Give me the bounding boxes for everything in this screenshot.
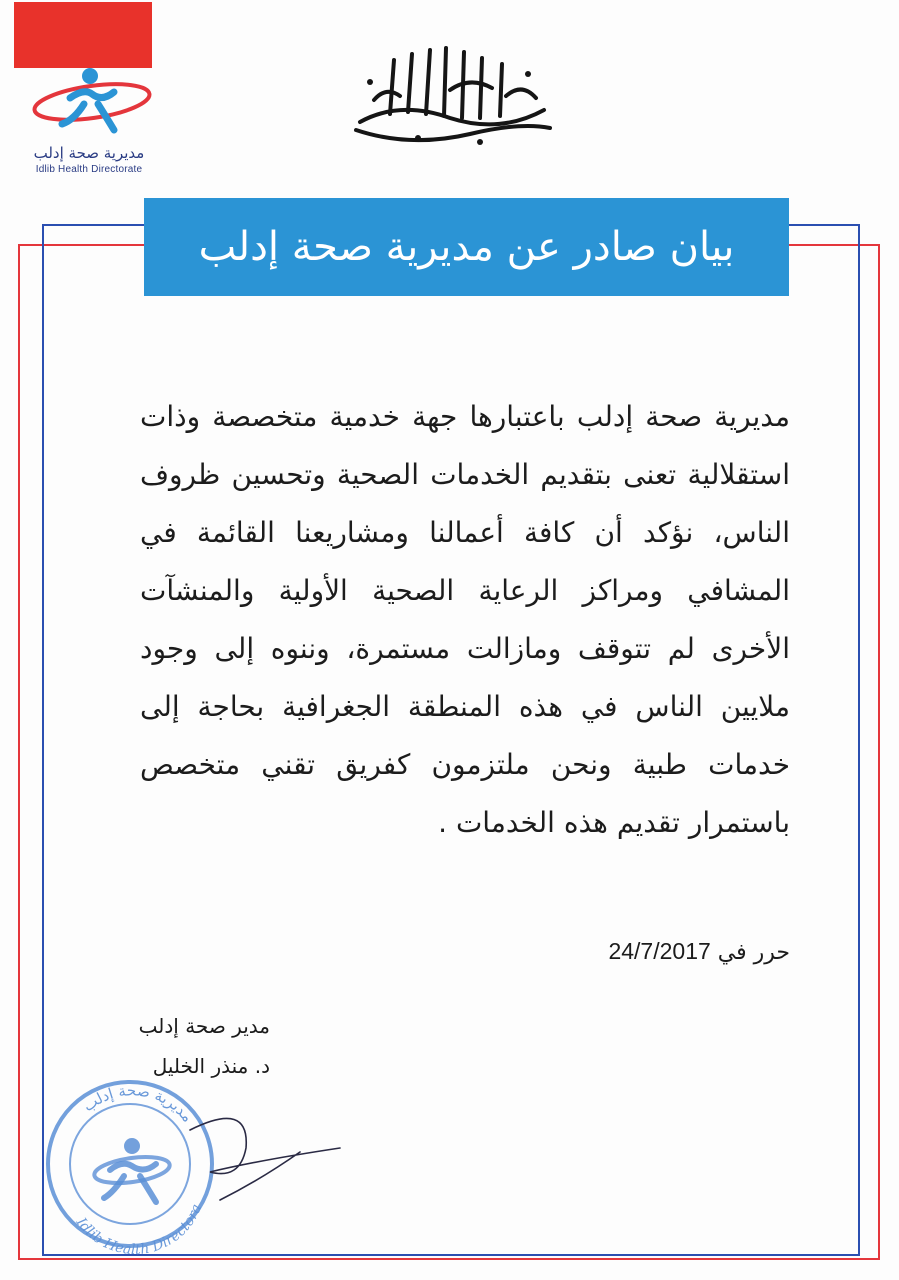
signatory-name: د. منذر الخليل bbox=[152, 1054, 270, 1078]
logo-emblem-icon bbox=[14, 64, 164, 144]
red-flag-block bbox=[14, 2, 152, 68]
statement-body bbox=[140, 388, 790, 852]
date-value: 24/7/2017 bbox=[608, 938, 711, 964]
basmala-calligraphy-icon bbox=[330, 30, 570, 150]
official-stamp bbox=[40, 1060, 360, 1260]
signatory-title: مدير صحة إدلب bbox=[138, 1014, 270, 1038]
logo-name-english: Idlib Health Directorate bbox=[35, 164, 143, 175]
basmala-text bbox=[570, 30, 571, 31]
statement-paragraph: مديرية صحة إدلب باعتبارها جهة خدمية متخصصة وذات استقلالية تعنى بتقديم الخدمات الصحية وتحسين ظروف الناس، نؤكد أن كافة أعمالنا ومشاريعنا القائمة في المشافي ومراكز الرعاية الصحية الأولية والمنشآت الأخرى لم تتوقف ومازالت مستمرة، وننوه إلى وجود ملايين الناس في هذه المنطقة الجغرافية بحاجة إلى خدمات طبية ونحن ملتزمون كفريق تقني متخصص باستمرار تقديم هذه الخدمات . bbox=[140, 400, 790, 839]
date-label: حرر في bbox=[717, 940, 790, 965]
statement-title: بيان صادر عن مديرية صحة إدلب bbox=[144, 198, 789, 296]
stamp-english-text: Idlib Health Directora bbox=[72, 1201, 206, 1259]
basmala-calligraphy bbox=[330, 30, 570, 150]
date-line bbox=[470, 935, 790, 969]
stamp-seal-icon bbox=[40, 1060, 360, 1260]
logo-name-arabic: مديرية صحة إدلب bbox=[33, 144, 145, 162]
directorate-logo bbox=[14, 64, 164, 182]
stamp-arabic-text: مديرية صحة إدلب bbox=[79, 1081, 197, 1126]
